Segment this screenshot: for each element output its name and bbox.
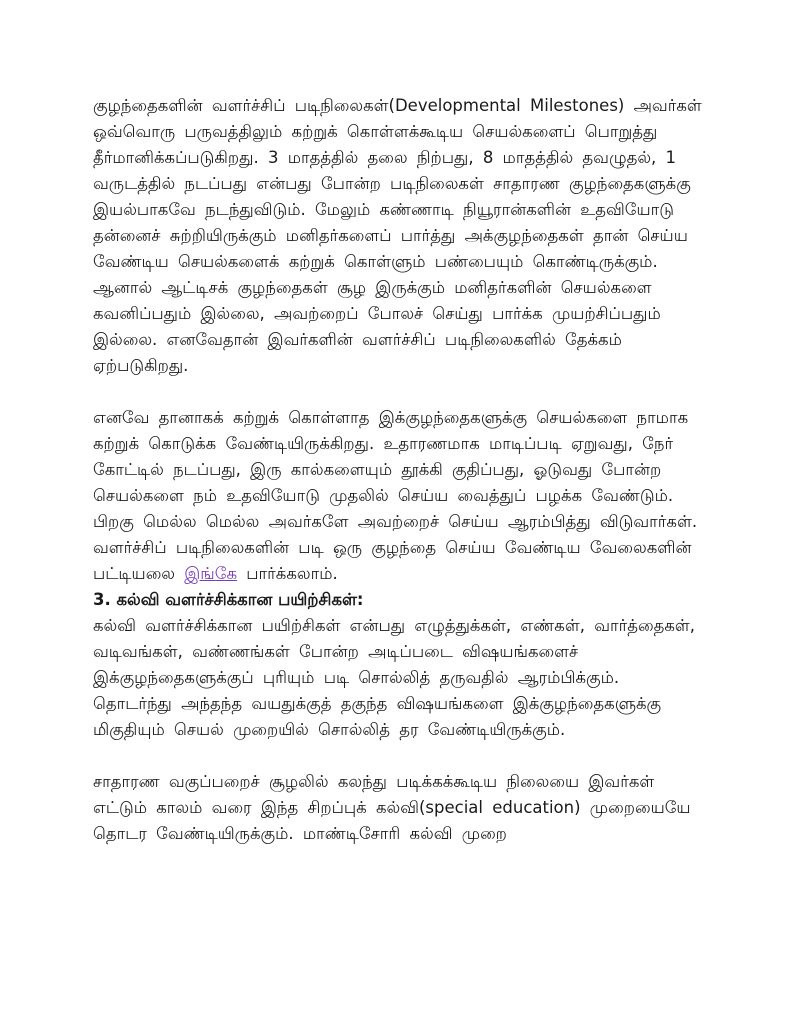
paragraph-education-training: கல்வி வளர்ச்சிக்கான பயிற்சிகள் என்பது எழுத்துக்கள், எண்கள், வார்த்தைகள், வடிவங்கள், வண்ணங்கள் போன்ற அடிப்படை விஷயங்களைச் இக்குழந்தைகளுக்குப் புரியும் படி சொல்லித் தருவதில் ஆரம்பிக்கும். தொடர்ந்து அந்தந்த வயதுக்குத் தகுந்த விஷயங்களை இக்குழந்தைகளுக்கு மிகுதியும் செயல் முறையில் சொல்லித் தர வேண்டியிருக்கும். (93, 616, 696, 739)
section-heading-education: 3. கல்வி வளர்ச்சிக்கான பயிற்சிகள்: (93, 590, 364, 609)
milestones-text-before: வளர்ச்சிப் படிநிலைகளின் படி ஒரு குழந்தை செய்ய வேண்டிய வேலைகளின் பட்டியலை (93, 538, 692, 583)
paragraph-teaching-activities: எனவே தானாகக் கற்றுக் கொள்ளாத இக்குழந்தைகளுக்கு செயல்களை நாமாக கற்றுக் கொடுக்க வேண்டியிருக்கிறது. உதாரணமாக மாடிப்படி ஏறுவது, நேர் கோட்டில் நடப்பது, இரு கால்களையும் தூக்கி குதிப்பது, ஓடுவது போன்ற செயல்களை நம் உதவியோடு முதலில் செய்ய வைத்துப் பழக்க வேண்டும். பிறகு மெல்ல மெல்ல அவர்களே அவற்றைச் செய்ய ஆரம்பித்து விடுவார்கள். (93, 408, 698, 531)
milestones-list-link[interactable]: இங்கே (184, 564, 238, 583)
paragraph-developmental-milestones: குழந்தைகளின் வளர்ச்சிப் படிநிலைகள்(Developmental Milestones) அவர்கள் ஒவ்வொரு பருவத்திலும் கற்றுக் கொள்ளக்கூடிய செயல்களைப் பொறுத்து தீர்மானிக்கப்படுகிறது. 3 மாதத்தில் தலை நிற்பது, 8 மாதத்தில் தவழுதல், 1 வருடத்தில் நடப்பது என்பது போன்ற படிநிலைகள் சாதாரண குழந்தைகளுக்கு இயல்பாகவே நடந்துவிடும். மேலும் கண்ணாடி நியூரான்களின் உதவியோடு தன்னைச் சுற்றியிருக்கும் மனிதர்களைப் பார்த்து அக்குழந்தைகள் தான் செய்ய வேண்டிய செயல்களைக் கற்றுக் கொள்ளும் பண்பையும் கொண்டிருக்கும். ஆனால் ஆட்டிசக் குழந்தைகள் சூழ இருக்கும் மனிதர்களின் செயல்களை கவனிப்பதும் இல்லை, அவற்றைப் போலச் செய்து பார்க்க முயற்சிப்பதும் இல்லை. எனவேதான் இவர்களின் வளர்ச்சிப் படிநிலைகளில் தேக்கம் ஏற்படுகிறது. (93, 96, 702, 375)
paragraph-spacer (93, 379, 707, 405)
paragraph-spacer (93, 743, 707, 769)
paragraph-milestones-list (93, 535, 707, 587)
document-body (93, 93, 707, 847)
paragraph-special-education: சாதாரண வகுப்பறைச் சூழலில் கலந்து படிக்கக்கூடிய நிலையை இவர்கள் எட்டும் காலம் வரை இந்த சிறப்புக் கல்வி(special education) முறையையே தொடர வேண்டியிருக்கும். மாண்டிசோரி கல்வி முறை (93, 772, 691, 843)
milestones-text-after: பார்க்கலாம். (237, 564, 338, 583)
